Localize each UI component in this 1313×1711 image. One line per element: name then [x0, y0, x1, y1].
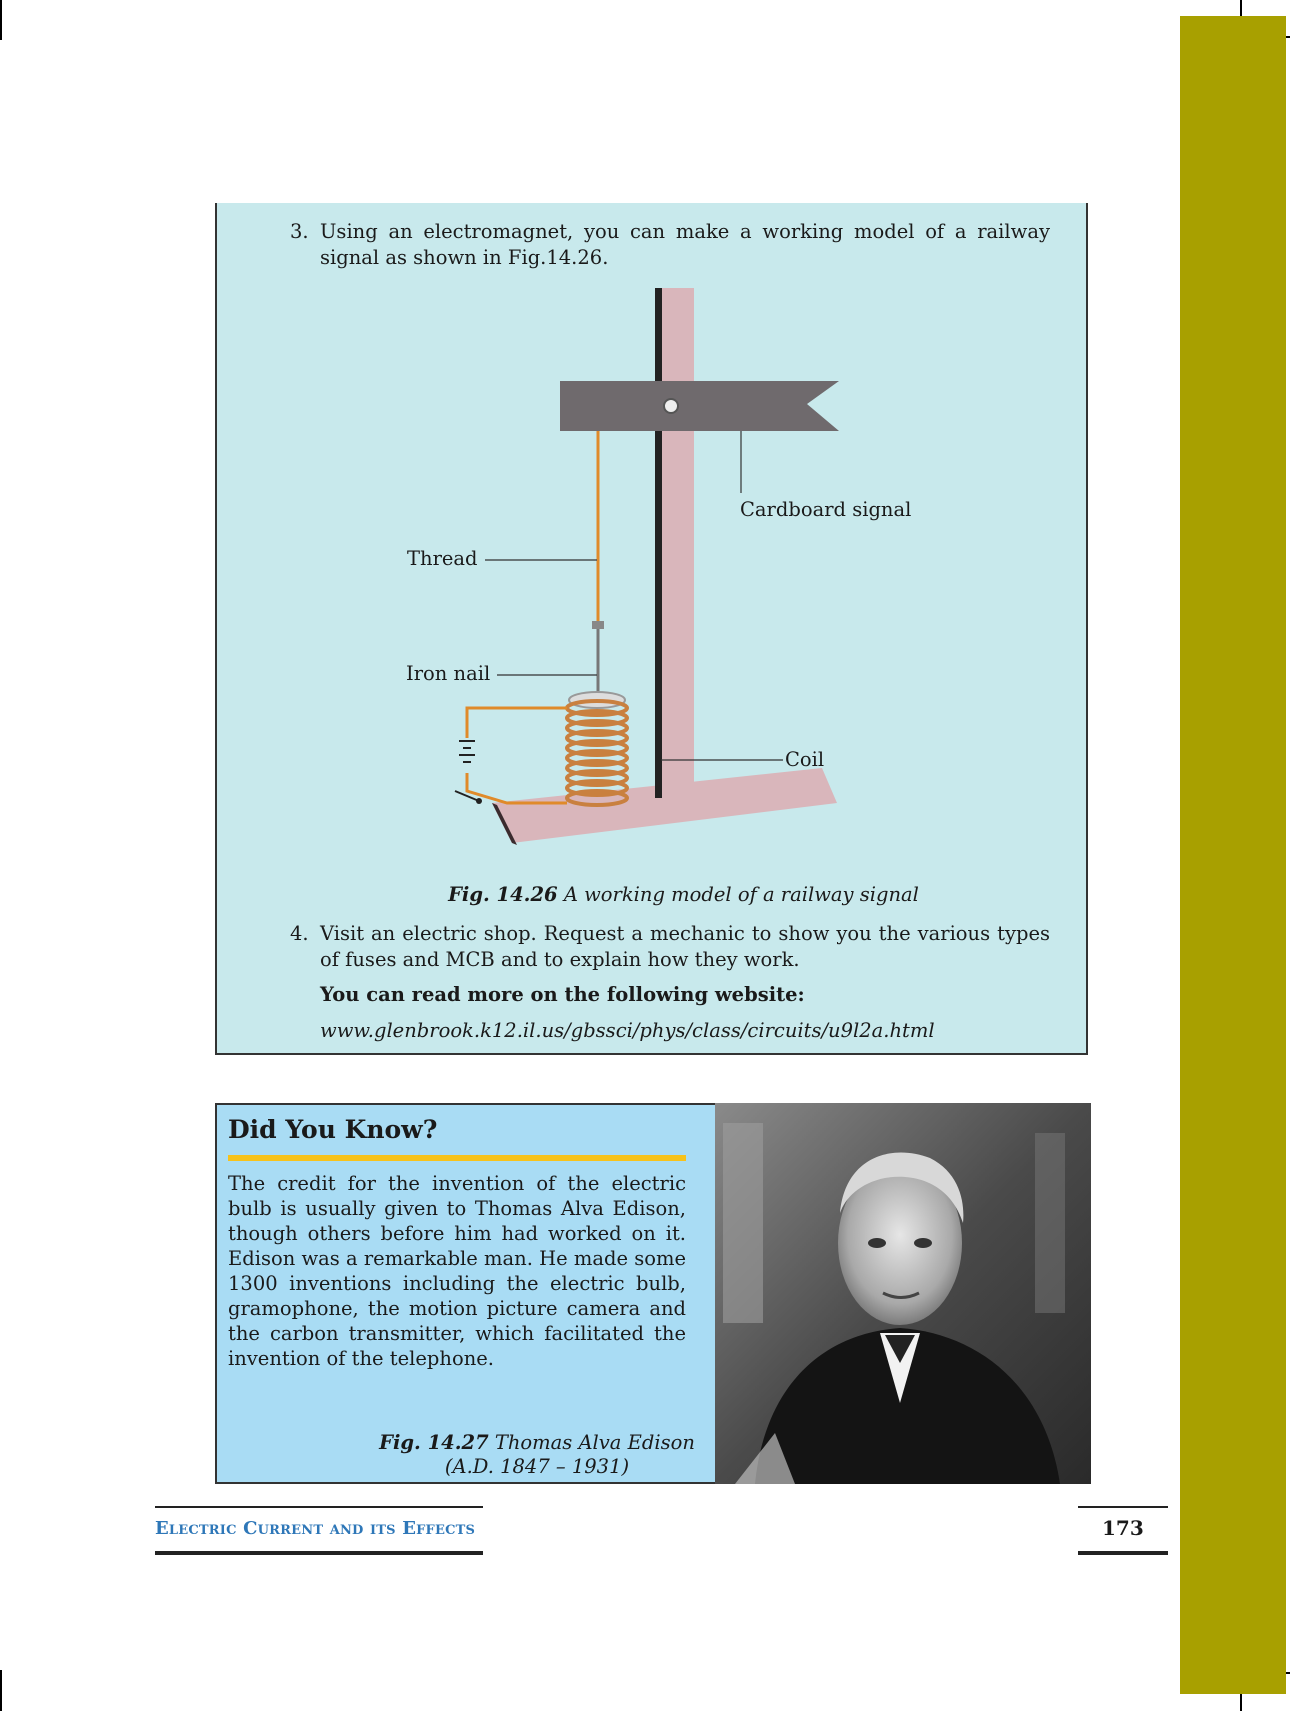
crop-mark — [0, 0, 2, 40]
circuit-wire — [467, 708, 567, 738]
item-number: 3. — [290, 220, 309, 243]
item-number: 4. — [290, 922, 309, 945]
title-underline — [228, 1155, 686, 1161]
activity-box — [215, 203, 1088, 1055]
figure-caption — [217, 883, 1090, 906]
figure-caption — [367, 1431, 707, 1479]
figure-number: Fig. 14.27 — [379, 1431, 489, 1454]
cardboard-signal — [560, 381, 839, 431]
item-text: Visit an electric shop. Request a mechanic to show you the various types of fuses and MCB and to explain how they work. — [320, 922, 1050, 971]
footer-rule — [155, 1551, 483, 1555]
footer-rule — [1078, 1551, 1168, 1555]
chapter-title: Electric Current and its Effects — [155, 1518, 476, 1539]
did-you-know-title: Did You Know? — [228, 1115, 438, 1144]
nail-head — [592, 621, 604, 629]
footer-rule — [1078, 1506, 1168, 1508]
signal-post-side — [655, 288, 662, 798]
signal-pivot — [664, 399, 678, 413]
figure-caption-text: A working model of a railway signal — [563, 883, 919, 906]
page-number: 173 — [1102, 1516, 1144, 1540]
did-you-know-text: The credit for the invention of the electric bulb is usually given to Thomas Alva Edison, though others before him had worked on it. Edison was a remarkable man. He made some 1300 inventions including the electric bulb, gramophone, the motion picture camera and the carbon transmitter, which facilitated the invention of the telephone. — [228, 1172, 686, 1370]
coil — [567, 692, 627, 805]
website-link[interactable]: www.glenbrook.k12.il.us/gbssci/phys/class/circuits/u9l2a.html — [320, 1019, 935, 1042]
figure-caption-dates: (A.D. 1847 – 1931) — [444, 1455, 630, 1478]
edison-photo — [715, 1103, 1091, 1484]
label-iron-nail: Iron nail — [406, 662, 491, 685]
signal-post-front — [661, 288, 694, 798]
battery-icon — [459, 741, 475, 762]
label-thread: Thread — [407, 547, 478, 570]
footer-rule — [155, 1506, 483, 1508]
item-text: Using an electromagnet, you can make a working model of a railway signal as shown in Fig.14.26. — [320, 220, 1050, 269]
crop-mark — [0, 1670, 2, 1711]
read-more-heading: You can read more on the following website: — [320, 983, 805, 1006]
figure-number: Fig. 14.26 — [448, 883, 558, 906]
label-cardboard-signal: Cardboard signal — [740, 498, 912, 521]
figure-caption-text: Thomas Alva Edison — [494, 1431, 695, 1454]
page-sidebar — [1180, 16, 1286, 1694]
did-you-know-box — [215, 1103, 715, 1484]
label-coil: Coil — [785, 748, 825, 771]
